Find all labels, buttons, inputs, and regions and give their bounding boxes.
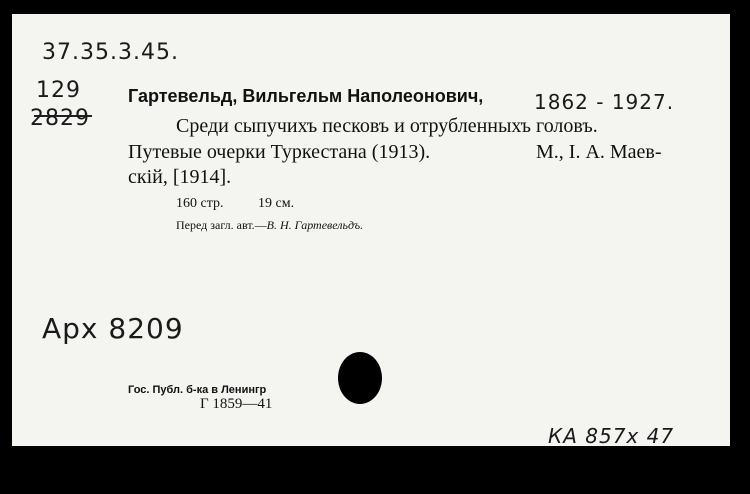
archive-number: Арх 8209 (42, 312, 184, 345)
page-count: 160 стр. (176, 196, 224, 211)
catalog-card (12, 14, 730, 446)
ink-blot (338, 352, 382, 404)
author-years: 1862 - 1927. (534, 90, 675, 114)
fraction-top: 129 (36, 78, 81, 103)
title-line-1: Среди сыпучихъ песковъ и отрубленныхъ головъ. (176, 115, 598, 137)
book-size: 19 см. (258, 196, 295, 211)
library-stamp-line-2: Г 1859—41 (200, 396, 273, 412)
note-name: В. Н. Гартевельдъ. (266, 218, 364, 232)
top-call-number: 37.35.3.45. (42, 40, 179, 65)
note-line (176, 218, 363, 233)
fraction-bottom: 2829 (30, 106, 90, 131)
library-stamp-line-1: Гос. Публ. б-ка в Ленингр (128, 384, 267, 396)
author-name: Гартевельд, Вильгельм Наполеонович, (128, 86, 484, 106)
publisher-part-1: М., І. А. Маев- (536, 141, 662, 163)
bottom-right-call-number: КА 857х 47 (548, 424, 675, 448)
note-prefix: Перед загл. авт.— (176, 218, 267, 232)
publisher-part-2: скій, [1914]. (128, 166, 232, 188)
title-line-2: Путевые очерки Туркестана (1913). (128, 141, 431, 163)
